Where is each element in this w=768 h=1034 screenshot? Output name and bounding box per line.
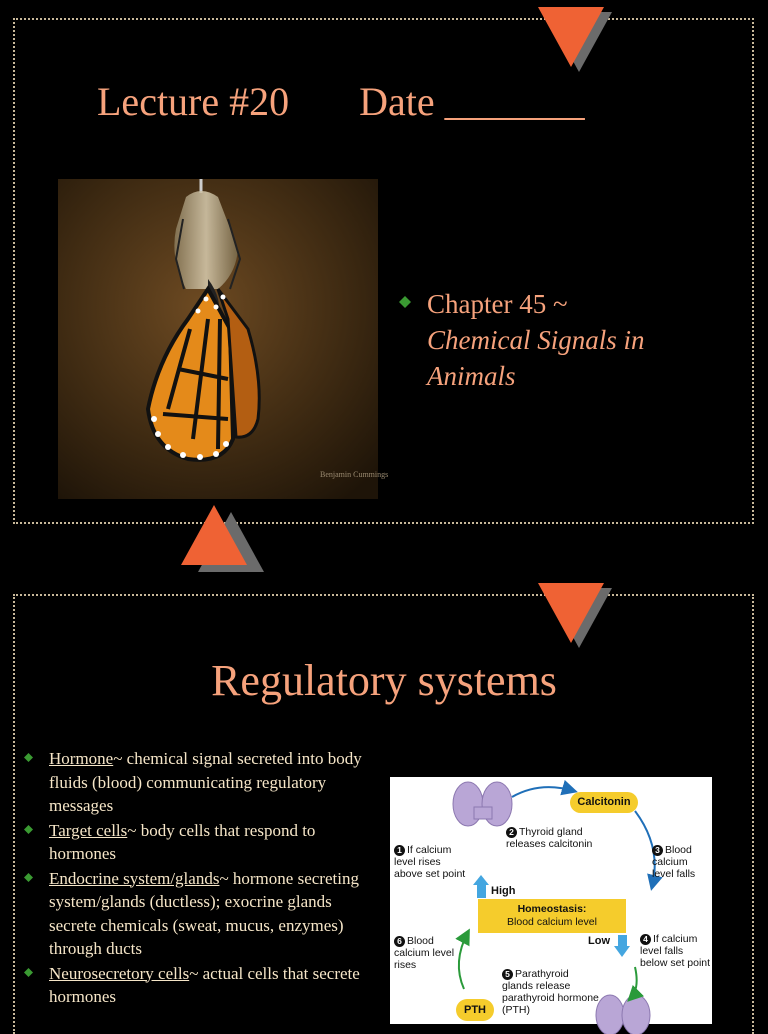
term: Target cells [49, 820, 128, 840]
term: Neurosecretory cells [49, 963, 190, 983]
triangle-down-decoration [538, 7, 604, 67]
term: Endocrine system/glands [49, 868, 220, 888]
list-item [22, 747, 372, 818]
definition-list [22, 747, 372, 1010]
slide-title: Regulatory systems [211, 656, 557, 705]
step-4-label: 4 If calcium level falls below set point [640, 933, 711, 969]
list-item [22, 819, 372, 866]
step-2-label: 2 Thyroid gland releases calcitonin [506, 826, 593, 850]
lecture-title: Lecture #20 Date _______ [97, 79, 585, 124]
step-1-label: 1 If calcium level rises above set point [394, 844, 466, 880]
homeostasis-box [478, 899, 626, 933]
definition: ~ hormone secreting system/glands (ductless); exocrine glands secrete chemicals (sweat, mucus, enzymes) through ducts [49, 868, 359, 958]
homeostasis-title: Homeostasis: [517, 903, 587, 915]
diamond-bullet-icon [24, 825, 33, 834]
step-number-icon: 4 [640, 934, 651, 945]
diamond-bullet-icon [24, 968, 33, 977]
step-6-label: 6 Blood calcium level rises [394, 935, 455, 971]
step-number-icon: 6 [394, 936, 405, 947]
butterfly-photo [58, 179, 389, 499]
definition: ~ chemical signal secreted into body fluids (blood) communicating regulatory messages [49, 749, 362, 815]
high-label: High [491, 885, 516, 897]
homeostasis-subtitle: Blood calcium level [507, 916, 597, 928]
step-5-label: 5 Parathyroid glands release parathyroid hormone (PTH) [502, 968, 599, 1016]
photo-credit: Benjamin Cummings [320, 470, 389, 479]
step-number-icon: 3 [652, 845, 663, 856]
term: Hormone [49, 749, 114, 768]
step-3-label: 3 Blood calcium level falls [652, 844, 696, 880]
list-item [22, 867, 372, 961]
calcitonin-label: Calcitonin [570, 792, 638, 813]
step-number-icon: 5 [502, 969, 513, 980]
chapter-line: Chapter 45 ~ [427, 289, 568, 319]
list-item [22, 962, 372, 1009]
step-number-icon: 2 [506, 827, 517, 838]
chapter-bullet [402, 286, 732, 394]
triangle-up-decoration [181, 505, 247, 565]
low-label: Low [588, 935, 610, 947]
triangle-down-decoration [538, 583, 604, 643]
step-number-icon: 1 [394, 845, 405, 856]
diamond-bullet-icon [399, 296, 411, 308]
pth-label: PTH [456, 999, 494, 1021]
diamond-bullet-icon [24, 873, 33, 882]
thyroid-gland-icon [453, 782, 512, 826]
diamond-bullet-icon [24, 753, 33, 762]
definition: ~ actual cells that secrete hormones [49, 963, 360, 1006]
calcium-homeostasis-diagram [390, 777, 712, 1024]
chapter-subtitle: Chemical Signals in Animals [427, 325, 645, 391]
definition: ~ body cells that respond to hormones [49, 820, 316, 863]
